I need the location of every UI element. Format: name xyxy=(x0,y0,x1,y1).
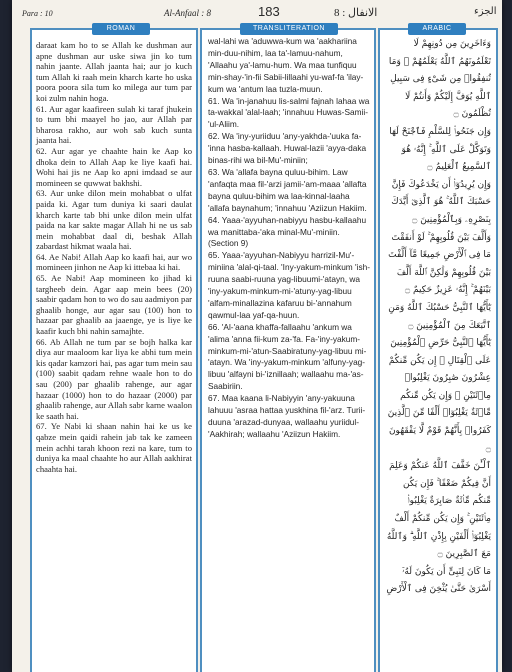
juz-label-arabic: الجزء xyxy=(474,6,497,17)
transliteration-column-text: wal-lahi wa 'aduwwa-kum wa 'aakhariina min-duu-nihim, laa ta'-lamuu-nahum, 'Allaahu ya'-lamu-hum. Wa maa tunfiquu min-shay-'in-fii Sabii-lillaahi yu-waf-fa 'ilay-kum wa 'antum laa tuzla-muun. 61. Wa 'in-janahuu lis-salmi fajnah lahaa wa ta-wakkal 'alal-laah; 'innahuu Huwas-Samii-'ul-Aliim. 62. Wa 'iny-yuriiduu 'any-yakhda-'uuka fa-'inna hasba-kallaah. Huwal-lazii 'ayya-daka binas-rihi wa bil-Mu'-miniin; 63. Wa 'allafa bayna quluu-bihim. Law 'anfaqta maa fil-'arzi jamii-'am-maaa 'allafta bayna quluu-bihim wa laa-kinnal-laaha 'allafa baynahum; 'innahuu 'Aziizun Hakiim. 64. Yaaa-'ayyuhan-nabiyyu hasbu-kallaahu wa manittaba-'aka minal-Mu'-miniin. (Section 9) 65. Yaaa-'ayyuhan-Nabiyyu harrizil-Mu'-miniina 'alal-qi-taal. 'Iny-yakum-minkum 'ish-ruuna saabi-ruuna yag-libuumi-'atayn, wa 'iny-yakum-minkum-mi-'atuny-yag-libuu 'alfam-minallazina kafaruu bi-'annahum qawmul-laa yaf-qa-huun. 66. 'Al-'aana khaffa-fallaahu 'ankum wa 'alima 'anna fii-kum za-'fa. Fa-'iny-yakum-minkum-mi-'atun-Saabiratuny-yag-libuu mi-'atayn. Wa 'iny-yakum-minkum 'alfuny-yag-libuu 'alfayni bi-'iznillaah; wallaahu ma-'as-Saabiriin. 67. Maa kaana li-Nabiyyin 'any-yakuuna lahuuu 'asraa hattaa yuskhina fil-'arz. Turii-duuna 'arazad-dunyaa, wallaahu yuriidul-'Aakhirah; wallaahu 'Aziizun Hakiim. xyxy=(208,36,370,439)
transliteration-column-tab: TRANSLITERATION xyxy=(240,23,338,35)
arabic-column-tab: ARABIC xyxy=(408,23,466,35)
book-page xyxy=(12,0,502,672)
roman-column xyxy=(30,25,198,672)
surah-title-arabic: الانفال : 8 xyxy=(334,7,378,19)
transliteration-column xyxy=(200,25,376,672)
para-label: Para : 10 xyxy=(22,9,53,18)
arabic-column xyxy=(378,25,498,672)
page-header xyxy=(12,4,502,22)
surah-title-english: Al-Anfaal : 8 xyxy=(164,8,211,18)
roman-column-tab: ROMAN xyxy=(92,23,150,35)
arabic-column-text: وَءَاخَرِينَ مِن دُونِهِمْ لَا تَعْلَمُونَهُمُ ٱللَّهُ يَعْلَمُهُمْ ۚ وَمَا تُنفِقُوا۟ مِن شَىْءٍ فِى سَبِيلِ ٱللَّهِ يُوَفَّ إِلَيْكُمْ وَأَنتُمْ لَا تُظْلَمُونَ ۝ وَإِن جَنَحُوا۟ لِلسَّلْمِ فَٱجْنَحْ لَهَا وَتَوَكَّلْ عَلَى ٱللَّهِ ۚ إِنَّهُۥ هُوَ ٱلسَّمِيعُ ٱلْعَلِيمُ ۝ وَإِن يُرِيدُوٓا۟ أَن يَخْدَعُوكَ فَإِنَّ حَسْبَكَ ٱللَّهُ ۚ هُوَ ٱلَّذِىٓ أَيَّدَكَ بِنَصْرِهِۦ وَبِٱلْمُؤْمِنِينَ ۝ وَأَلَّفَ بَيْنَ قُلُوبِهِمْ ۚ لَوْ أَنفَقْتَ مَا فِى ٱلْأَرْضِ جَمِيعًا مَّآ أَلَّفْتَ بَيْنَ قُلُوبِهِمْ وَلَٰكِنَّ ٱللَّهَ أَلَّفَ بَيْنَهُمْ ۚ إِنَّهُۥ عَزِيزٌ حَكِيمٌ ۝ يَٰٓأَيُّهَا ٱلنَّبِىُّ حَسْبُكَ ٱللَّهُ وَمَنِ ٱتَّبَعَكَ مِنَ ٱلْمُؤْمِنِينَ ۝ يَٰٓأَيُّهَا ٱلنَّبِىُّ حَرِّضِ ٱلْمُؤْمِنِينَ عَلَى ٱلْقِتَالِ ۚ إِن يَكُن مِّنكُمْ عِشْرُونَ صَٰبِرُونَ يَغْلِبُوا۟ مِا۟ئَتَيْنِ ۚ وَإِن يَكُن مِّنكُم مِّا۟ئَةٌ يَغْلِبُوٓا۟ أَلْفًا مِّنَ ٱلَّذِينَ كَفَرُوا۟ بِأَنَّهُمْ قَوْمٌ لَّا يَفْقَهُونَ ۝ ٱلْـَٰٔنَ خَفَّفَ ٱللَّهُ عَنكُمْ وَعَلِمَ أَنَّ فِيكُمْ ضَعْفًا ۚ فَإِن يَكُن مِّنكُم مِّا۟ئَةٌ صَابِرَةٌ يَغْلِبُوا۟ مِا۟ئَتَيْنِ ۚ وَإِن يَكُن مِّنكُمْ أَلْفٌ يَغْلِبُوٓا۟ أَلْفَيْنِ بِإِذْنِ ٱللَّهِ ۗ وَٱللَّهُ مَعَ ٱلصَّٰبِرِينَ ۝ مَا كَانَ لِنَبِىٍّ أَن يَكُونَ لَهُۥٓ أَسْرَىٰ حَتَّىٰ يُثْخِنَ فِى ٱلْأَرْضِ xyxy=(386,39,491,595)
roman-column-text: daraat kam ho to se Allah ke dushman aur apne dushman aur uske siwa jin ko tum nahin jaante. Allah jaanta hai; aur jo kuch tum Allah ki raah mein kharch karte ho uska poora poora sila tum ko milega aur tum par koi zulm nahin hoga. 61. Aur agar kaafireen sulah ki taraf jhukein to tum bhi maayel ho jao, aur Allah par bharosa rakho, aur woh sab kuch sunta jaanta hai. 62. Aur agar ye chaahte hain ke Aap ko dhoka dein to Allah Aap ke liye kaafi hai. Wohi hai jis ne Aap ko apni imdaad se aur momineen se quwwat bakhshi. 63. Aur unke dilon mein mohabbat o ulfat paida ki. Agar tum duniya ki saari daulat kharch karte tab bhi unke dilon mein ulfat paida na kar sakte magar Allah hi ne us sab mein mohabbat daal di, beshak Allah zabardast hikmat waala hai. 64. Ae Nabi! Allah Aap ko kaafi hai, aur wo momineen jinhon ne Aap ki ittebaa ki hai. 65. Ae Nabi! Aap momineen ko jihad ki targheeb dein. Agar aap mein bees (20) saabir qadam hon to wo do sau aadmiyon par ghaalib honge, aur agar sau (100) hon to hazaar par ghaalib aa jaaenge, ye is liye ke kaafir kuch bhi nahin samajhte. 66. Ab Allah ne tum par se bojh halka kar diya aur maaloom kar liya ke abhi tum mein kis qadar kamzori hai, pas agar tum mein sau (100) saabit qadam rehne waale hon to do sau (200) par ghaalib rahenge, aur agar hazaar (1000) hon to do hazaar (2000) par ghaalib rahenge, aur Allah sabr karne waalon ke saath hai. 67. Ye Nabi ki shaan nahin hai ke us ke qabze mein qaidi rahein jab tak ke zameen mein achhi tarah khoon rezi na kare, tum to duniya ka maal chaahte ho aur Allah aakhirat chaahta hai. xyxy=(36,40,192,474)
page-number: 183 xyxy=(258,4,280,19)
